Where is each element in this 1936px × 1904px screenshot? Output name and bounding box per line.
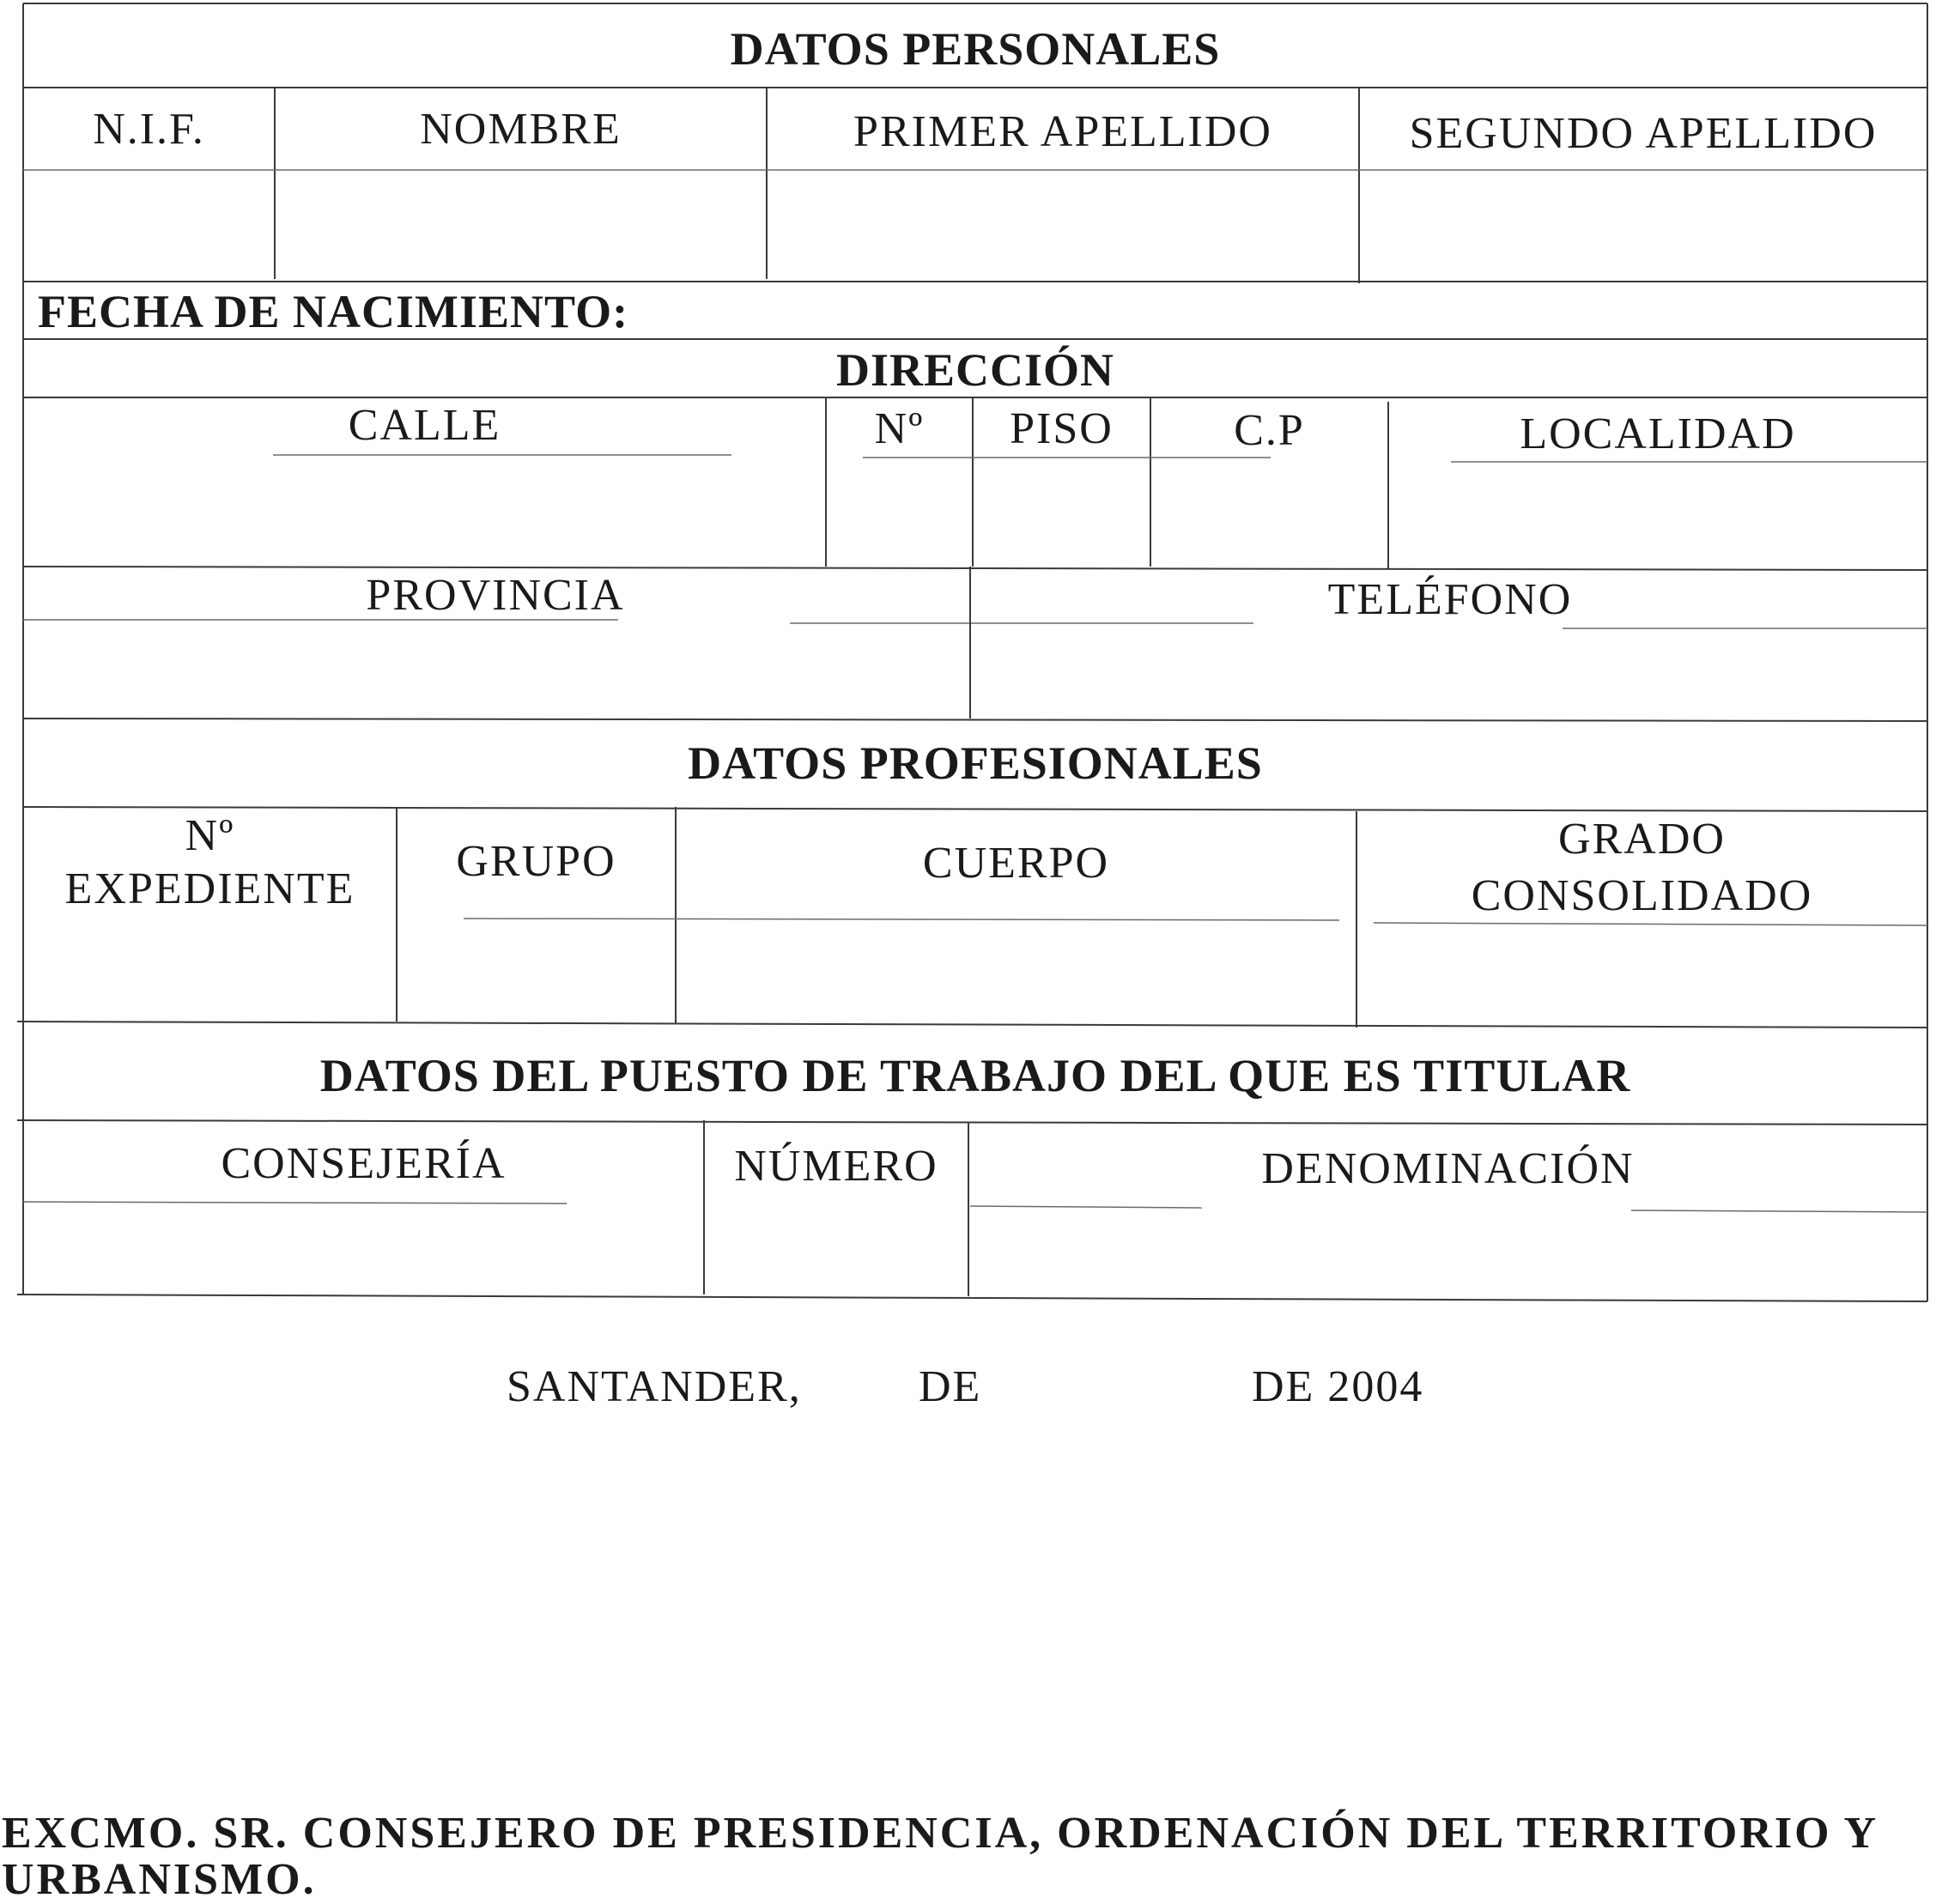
label-nif: N.I.F.: [93, 105, 205, 154]
signature-date-year: DE 2004: [1252, 1362, 1424, 1411]
section-title-datos-puesto: DATOS DEL PUESTO DE TRABAJO DEL QUE ES TITULAR: [319, 1050, 1631, 1101]
section-title-datos-personales: DATOS PERSONALES: [730, 23, 1221, 75]
label-localidad: LOCALIDAD: [1520, 409, 1796, 458]
section-title-datos-profesionales: DATOS PROFESIONALES: [688, 737, 1263, 789]
label-fecha-nacimiento: FECHA DE NACIMIENTO:: [38, 286, 629, 337]
label-expediente-line2: EXPEDIENTE: [64, 864, 355, 913]
addressee-line2: URBANISMO.: [2, 1855, 317, 1904]
signature-place: SANTANDER,: [507, 1362, 802, 1411]
signature-date-de: DE: [919, 1362, 982, 1411]
label-provincia: PROVINCIA: [366, 571, 625, 620]
label-primer-apellido: PRIMER APELLIDO: [853, 107, 1272, 156]
label-numero-puesto: NÚMERO: [734, 1142, 938, 1191]
label-cuerpo: CUERPO: [922, 839, 1110, 888]
label-consejeria: CONSEJERÍA: [221, 1139, 507, 1188]
label-denominacion: DENOMINACIÓN: [1261, 1144, 1635, 1193]
label-grupo: GRUPO: [456, 837, 616, 886]
label-expediente-line1: Nº: [185, 811, 235, 860]
label-calle: CALLE: [348, 401, 501, 450]
label-nombre: NOMBRE: [420, 105, 622, 154]
label-piso: PISO: [1010, 404, 1114, 453]
label-grado-line2: CONSOLIDADO: [1471, 871, 1813, 920]
label-telefono: TELÉFONO: [1327, 575, 1573, 624]
label-segundo-apellido: SEGUNDO APELLIDO: [1409, 109, 1878, 158]
addressee-line1: EXCMO. SR. CONSEJERO DE PRESIDENCIA, ORDENACIÓN DEL TERRITORIO Y: [2, 1809, 1879, 1858]
label-numero: Nº: [874, 404, 925, 453]
label-cp: C.P: [1234, 406, 1305, 455]
section-title-direccion: DIRECCIÓN: [835, 344, 1115, 396]
label-grado-line1: GRADO: [1558, 815, 1726, 864]
